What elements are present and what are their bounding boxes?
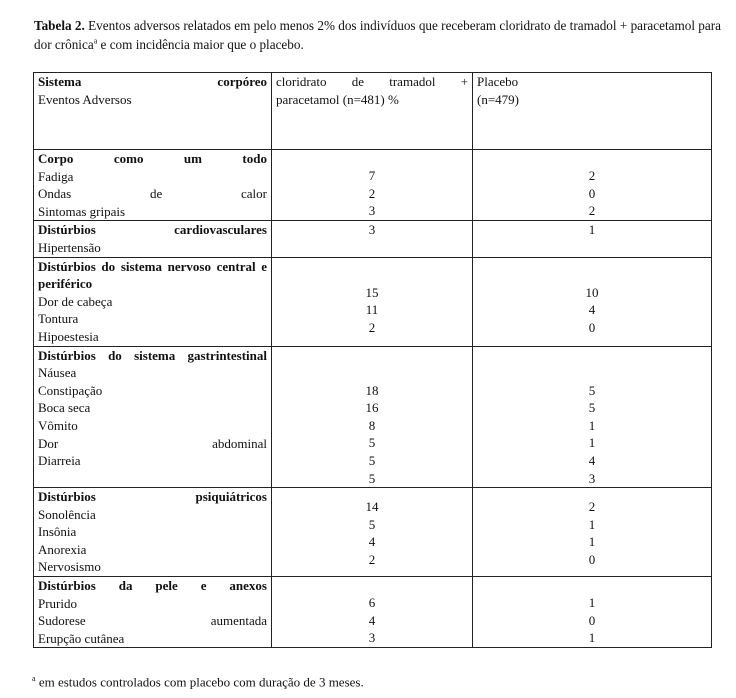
placebo-values-cell <box>473 577 712 648</box>
caption-footnote-marker: a <box>93 36 98 46</box>
footnote-text: em estudos controlados com placebo com duração de 3 meses. <box>35 674 364 690</box>
footnote <box>32 674 364 690</box>
drug-incidence: 4 <box>368 534 376 550</box>
drug-incidence: 3 <box>368 630 376 646</box>
drug-values-cell <box>272 150 473 221</box>
placebo-incidence: 10 <box>585 284 599 300</box>
group-cell <box>34 577 272 648</box>
event-name: Anorexia <box>38 541 87 557</box>
placebo-incidence: 2 <box>588 168 596 183</box>
event-name: Sintomas gripais <box>38 203 126 219</box>
header-system <box>34 73 272 150</box>
drug-incidence: 18 <box>365 382 379 398</box>
drug-values-cell <box>272 346 473 488</box>
placebo-incidence: 0 <box>588 185 596 201</box>
table-group-row <box>34 488 712 577</box>
event-name: Ondas de calor <box>38 186 267 202</box>
header-row <box>34 73 712 150</box>
event-name: Dor de cabeça <box>38 293 113 309</box>
placebo-incidence: 1 <box>588 516 596 532</box>
caption-label: Tabela 2. <box>34 18 85 33</box>
event-name: Hipoestesia <box>38 328 99 344</box>
footnote-marker: a <box>32 674 36 683</box>
drug-incidence: 2 <box>368 319 376 335</box>
drug-values-cell <box>272 488 473 577</box>
placebo-values-cell <box>473 257 712 346</box>
placebo-incidence: 3 <box>588 470 596 486</box>
event-name: Sonolência <box>38 506 96 522</box>
group-cell <box>34 221 272 257</box>
header-drug-label: cloridrato de tramadol + paracetamol (n=481) % <box>276 74 468 107</box>
event-name: Insônia <box>38 524 77 540</box>
drug-values-cell <box>272 221 473 257</box>
group-cell <box>34 488 272 577</box>
header-placebo-line1: Placebo <box>477 74 519 89</box>
placebo-incidence: 5 <box>588 382 596 398</box>
event-name: Boca seca <box>38 400 91 416</box>
event-name: Sudorese aumentada <box>38 613 267 629</box>
caption-text-end: e com incidência maior que o placebo. <box>97 37 304 52</box>
drug-incidence: 2 <box>368 185 376 201</box>
caption-text: Eventos adversos relatados em pelo menos 2% dos indivíduos que receberam cloridrato de tramadol + paracetamol para dor crônica <box>34 18 721 52</box>
drug-values-cell <box>272 257 473 346</box>
table-group-row <box>34 257 712 346</box>
placebo-incidence: 2 <box>588 499 596 515</box>
group-cell <box>34 257 272 346</box>
placebo-incidence: 1 <box>588 534 596 550</box>
header-system-subtitle: Eventos Adversos <box>38 91 132 107</box>
event-name: Vômito <box>38 417 78 433</box>
group-title: Distúrbios da pele e anexos <box>38 578 267 594</box>
event-name: Tontura <box>38 311 79 327</box>
drug-values-cell <box>272 577 473 648</box>
placebo-incidence: 0 <box>588 612 596 628</box>
drug-incidence: 3 <box>368 203 376 219</box>
placebo-values-cell <box>473 346 712 488</box>
placebo-incidence: 1 <box>588 222 596 238</box>
header-system-title: Sistema corpóreo <box>38 74 267 89</box>
group-title: Corpo como um todo <box>38 151 267 166</box>
placebo-incidence: 1 <box>588 630 596 646</box>
event-name: Prurido <box>38 595 77 611</box>
placebo-incidence: 1 <box>588 417 596 433</box>
placebo-incidence: 1 <box>588 595 596 611</box>
drug-incidence: 4 <box>368 612 376 628</box>
group-title: Distúrbios do sistema nervoso central e periférico <box>38 258 267 292</box>
placebo-incidence: 2 <box>588 203 596 219</box>
event-name: Constipação <box>38 382 103 398</box>
placebo-incidence: 4 <box>588 302 596 318</box>
placebo-incidence: 0 <box>588 551 596 567</box>
table-group-row <box>34 577 712 648</box>
group-title: Distúrbios psiquiátricos <box>38 489 267 505</box>
event-name: Diarreia <box>38 453 81 469</box>
event-name: Nervosismo <box>38 559 101 575</box>
placebo-values-cell <box>473 150 712 221</box>
drug-incidence: 6 <box>368 595 376 611</box>
group-title: Distúrbios cardiovasculares <box>38 222 267 238</box>
group-cell <box>34 346 272 488</box>
placebo-incidence: 5 <box>588 400 596 416</box>
placebo-values-cell <box>473 488 712 577</box>
drug-incidence: 3 <box>368 222 376 238</box>
drug-incidence: 7 <box>368 168 376 183</box>
table-group-row <box>34 346 712 488</box>
group-title: Distúrbios do sistema gastrintestinal <box>38 347 267 363</box>
event-name: Fadiga <box>38 168 74 184</box>
event-name: Hipertensão <box>38 239 101 255</box>
drug-incidence: 15 <box>365 284 379 300</box>
event-name: Náusea <box>38 365 77 381</box>
drug-incidence: 14 <box>365 499 379 515</box>
table-caption <box>34 16 728 54</box>
placebo-values-cell <box>473 221 712 257</box>
placebo-incidence: 1 <box>588 435 596 451</box>
group-cell <box>34 150 272 221</box>
adverse-events-table <box>33 72 712 648</box>
event-name: Dor abdominal <box>38 435 267 451</box>
placebo-incidence: 0 <box>588 319 596 335</box>
table-group-row <box>34 221 712 257</box>
drug-incidence: 5 <box>368 435 376 451</box>
drug-incidence: 5 <box>368 516 376 532</box>
drug-incidence: 5 <box>368 470 376 486</box>
table-group-row <box>34 150 712 221</box>
drug-incidence: 2 <box>368 551 376 567</box>
drug-incidence: 8 <box>368 417 376 433</box>
header-drug <box>272 73 473 150</box>
event-name: Erupção cutânea <box>38 630 125 646</box>
drug-incidence: 16 <box>365 400 379 416</box>
header-placebo <box>473 73 712 150</box>
header-placebo-line2: (n=479) <box>477 91 519 107</box>
placebo-incidence: 4 <box>588 452 596 468</box>
drug-incidence: 5 <box>368 452 376 468</box>
drug-incidence: 11 <box>365 302 379 318</box>
